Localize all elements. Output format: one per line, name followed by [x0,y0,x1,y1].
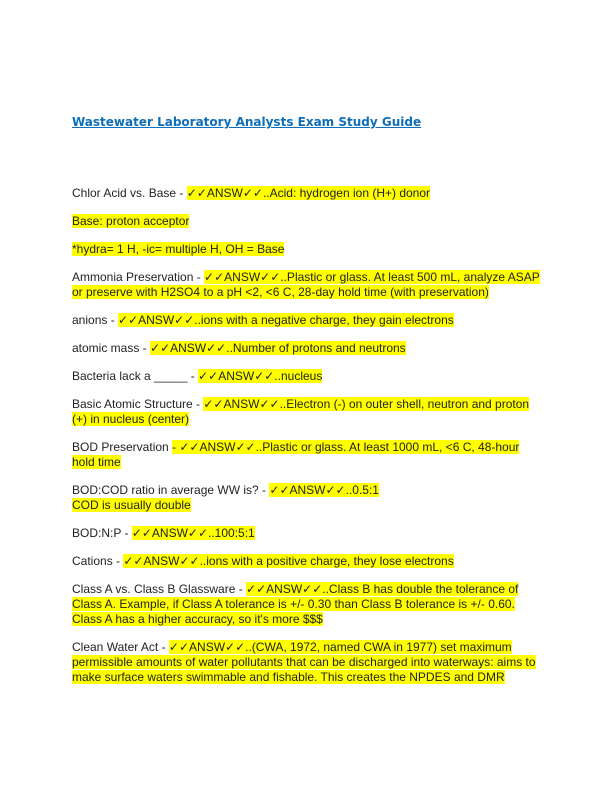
study-entry [72,582,542,627]
study-entry [72,640,542,685]
entry-answer: ✓✓ANSW✓✓..100:5:1 [131,526,255,540]
entry-line [72,341,542,356]
study-entry [72,397,542,427]
entry-answer: *hydra= 1 H, -ic= multiple H, OH = Base [72,242,285,256]
entry-question: Bacteria lack a _____ - [72,369,199,383]
study-entry [72,214,542,229]
entry-answer: COD is usually double [72,498,191,512]
entry-question: Class A vs. Class B Glassware - [72,582,247,596]
entry-question: Basic Atomic Structure - [72,397,204,411]
entry-line [72,582,542,627]
entry-line [72,498,542,513]
entry-answer: ✓✓ANSW✓✓..Acid: hydrogen ion (H+) donor [186,186,431,200]
entry-answer: ✓✓ANSW✓✓..nucleus [198,369,323,383]
entry-line [72,554,542,569]
study-entry [72,270,542,300]
entry-line [72,397,542,427]
study-entry [72,440,542,470]
entry-question: Clean Water Act - [72,640,169,654]
entry-line [72,483,542,498]
entry-question: Ammonia Preservation - [72,270,205,284]
entry-question: BOD:COD ratio in average WW is? - [72,483,270,497]
study-entry [72,554,542,569]
study-entry [72,313,542,328]
study-entries [72,186,542,698]
study-entry [72,186,542,201]
entry-answer: ✓✓ANSW✓✓..ions with a negative charge, they gain electrons [118,313,454,327]
study-entry [72,242,542,257]
entry-question: Chlor Acid vs. Base - [72,186,187,200]
entry-answer: Base: proton acceptor [72,214,190,228]
entry-question: Cations - [72,554,124,568]
entry-line [72,369,542,384]
entry-answer: - ✓✓ANSW✓✓..Plastic or glass. At least 1000 mL, <6 C, 48-hour hold time [72,440,520,469]
entry-line [72,313,542,328]
entry-question: anions - [72,313,119,327]
entry-question: BOD Preservation [72,440,173,454]
study-entry [72,341,542,356]
entry-line [72,270,542,300]
document-title[interactable]: Wastewater Laboratory Analysts Exam Study Guide [72,115,422,129]
entry-question: BOD:N:P - [72,526,132,540]
entry-line [72,640,542,685]
entry-answer: ✓✓ANSW✓✓..Electron (-) on outer shell, neutron and proton (+) in nucleus (center) [72,397,530,426]
study-entry [72,483,542,513]
entry-answer: ✓✓ANSW✓✓..0.5:1 [269,483,379,497]
entry-answer: ✓✓ANSW✓✓..Class B has double the tolerance of Class A. Example, if Class A tolerance is +/- 0.30 than Class B tolerance is +/- 0.60. Class A has a higher accuracy, so it's more $$$ [72,582,519,626]
entry-line [72,242,542,257]
entry-question: atomic mass - [72,341,151,355]
entry-line [72,214,542,229]
entry-line [72,186,542,201]
entry-line [72,440,542,470]
study-entry [72,369,542,384]
entry-answer: ✓✓ANSW✓✓..(CWA, 1972, named CWA in 1977) set maximum permissible amounts of water pollutants that can be discharged into waterways: aims to make surface waters swimmable and fishable. This creates the NPDES and DMR [72,640,536,684]
entry-answer: ✓✓ANSW✓✓..ions with a positive charge, they lose electrons [123,554,454,568]
entry-answer: ✓✓ANSW✓✓..Plastic or glass. At least 500 mL, analyze ASAP or preserve with H2SO4 to a pH <2, <6 C, 28-day hold time (with preservation) [72,270,540,299]
entry-answer: ✓✓ANSW✓✓..Number of protons and neutrons [150,341,406,355]
study-entry [72,526,542,541]
entry-line [72,526,542,541]
